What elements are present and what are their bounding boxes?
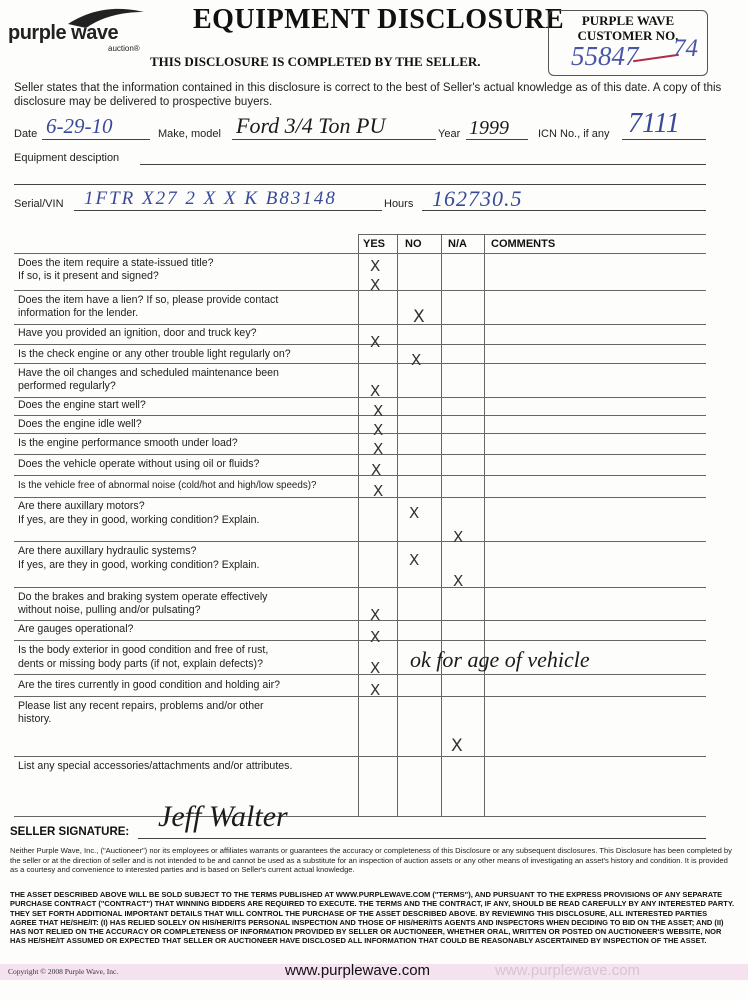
question-brakes-noise: without noise, pulling and/or pulsating? <box>18 604 201 616</box>
serial-vin-label: Serial/VIN <box>14 198 64 210</box>
question-accessories: List any special accessories/attachments and/or attributes. <box>18 760 293 772</box>
mark-yes-noise: X <box>373 482 384 500</box>
mark-no-lien: X <box>413 307 425 327</box>
question-lien: Does the item have a lien? If so, please provide contact <box>18 294 279 306</box>
date-label: Date <box>14 128 38 140</box>
liability-disclaimer: Neither Purple Wave, Inc., ("Auctioneer") nor its employees or affiliates warrants or guarantees the accuracy or completeness of this Disclosure or any subsequent disclosures. This Disclosure has been completed by the seller or at the direction of seller and is not intended to be and cannot be used as a substitute for an inspection of auction assets or any other means of investigating an asset's history and condition. It is provided as a courtesy and convenience to interested parties and is based on Seller's current actual knowledge. <box>10 846 732 874</box>
row-divider <box>14 674 706 675</box>
row-divider <box>14 433 706 434</box>
question-aux-hydraulics-condition: If yes, are they in good, working condition? Explain. <box>18 559 260 571</box>
customer-number-box <box>548 10 708 76</box>
mark-no-aux-hydraulics: X <box>409 551 420 569</box>
row-divider <box>14 415 706 416</box>
logo-subtext: auction® <box>108 44 140 53</box>
make-model-label: Make, model <box>158 128 221 140</box>
equipment-description-label: Equipment desciption <box>14 152 120 164</box>
body-exterior-comment: ok for age of vehicle <box>410 647 590 672</box>
mark-no-check-engine: X <box>411 351 422 369</box>
document-subtitle: THIS DISCLOSURE IS COMPLETED BY THE SELLER. <box>150 54 481 69</box>
mark-yes-maintenance: X <box>370 382 381 400</box>
question-gauges: Are gauges operational? <box>18 623 134 635</box>
row-divider <box>14 454 706 455</box>
table-top-border <box>358 234 706 235</box>
document-title: EQUIPMENT DISCLOSURE <box>193 4 565 35</box>
mark-yes-gauges: X <box>370 628 381 646</box>
mark-yes-engine-idle: X <box>373 421 384 439</box>
date-underline <box>42 139 150 140</box>
customer-number-crossed: 55847 <box>571 41 639 71</box>
question-tires: Are the tires currently in good condition and holding air? <box>18 679 281 691</box>
date-value: 6-29-10 <box>46 114 113 138</box>
question-aux-motors-condition: If yes, are they in good, working condition? Explain. <box>18 514 260 526</box>
row-divider <box>14 344 706 345</box>
na-column-border <box>441 234 442 816</box>
mark-yes-title: X <box>370 257 381 275</box>
make-model-value: Ford 3/4 Ton PU <box>236 113 386 138</box>
header-yes: YES <box>363 238 386 250</box>
hours-label: Hours <box>384 198 414 210</box>
year-value: 1999 <box>469 117 509 139</box>
question-title: Does the item require a state-issued title? <box>18 257 214 269</box>
question-oil-fluids: Does the vehicle operate without using oil or fluids? <box>18 458 260 470</box>
comments-column-border <box>484 234 485 816</box>
mark-yes-engine-start: X <box>373 402 384 420</box>
website-url: www.purplewave.com <box>285 962 431 979</box>
icn-label: ICN No., if any <box>538 128 610 140</box>
question-title-present: If so, is it present and signed? <box>18 270 159 282</box>
purple-wave-logo <box>8 6 148 54</box>
row-divider <box>14 640 706 641</box>
mark-yes-keys: X <box>370 333 381 351</box>
question-repairs: Please list any recent repairs, problems and/or other <box>18 700 264 712</box>
logo-text: purple wave <box>8 22 119 44</box>
question-aux-motors: Are there auxillary motors? <box>18 500 145 512</box>
question-engine-start: Does the engine start well? <box>18 399 146 411</box>
make-model-underline <box>232 139 436 140</box>
header-no: NO <box>405 238 422 250</box>
table-bottom-border <box>14 816 706 817</box>
mark-yes-performance: X <box>373 440 384 458</box>
seller-statement: Seller states that the information contained in this disclosure is correct to the best of Seller's actual knowledge as of this date. A copy of this disclosure may be delivered to prospective buyers. <box>14 82 722 108</box>
signature-underline <box>138 838 706 839</box>
description-underline-2 <box>14 184 706 185</box>
question-body-exterior: Is the body exterior in good condition and free of rust, <box>18 644 269 656</box>
row-divider <box>14 541 706 542</box>
icn-value: 7111 <box>628 108 680 139</box>
yes-column-border <box>358 234 359 816</box>
mark-na-aux-hydraulics-condition: X <box>453 572 464 590</box>
row-divider <box>14 696 706 697</box>
header-na: N/A <box>448 238 467 250</box>
question-check-engine: Is the check engine or any other trouble light regularly on? <box>18 348 291 360</box>
question-history: history. <box>18 713 52 725</box>
question-body-defects: dents or missing body parts (if not, explain defects)? <box>18 658 263 670</box>
question-lien-contact: information for the lender. <box>18 307 139 319</box>
row-divider <box>14 497 706 498</box>
seller-signature-label: SELLER SIGNATURE: <box>10 826 130 838</box>
mark-yes-title-signed: X <box>370 276 381 294</box>
no-column-border <box>397 234 398 816</box>
mark-na-repairs: X <box>451 736 463 756</box>
question-aux-hydraulics: Are there auxillary hydraulic systems? <box>18 545 197 557</box>
customer-label-line2: CUSTOMER NO. <box>577 28 679 43</box>
customer-label-line1: PURPLE WAVE <box>581 13 675 28</box>
row-divider <box>14 397 706 398</box>
row-divider <box>14 324 706 325</box>
terms-notice: THE ASSET DESCRIBED ABOVE WILL BE SOLD SUBJECT TO THE TERMS PUBLISHED AT WWW.PURPLEWAVE.COM ("TERMS"), AND PURSUANT TO THE EXPRESS PROVISIONS OF ANY SEPARATE PURCHASE CONTRACT ("CONTRACT") THAT WINNING BIDDERS ARE REQUIRED TO EXECUTE. THE TERMS AND THE CONTRACT, IF ANY, SHOULD BE READ CAREFULLY BY ANY INTERESTED PARTY. THEY SET FORTH ADDITIONAL IMPORTANT DETAILS THAT WILL CONTROL THE PURCHASE OF THE ASSET DESCRIBED ABOVE. BY REVIEWING THIS DISCLOSURE, ALL INTERESTED PARTIES AGREE THAT HE/SHE/IT: (I) HAS RELIED SOLELY ON HIS/HER/ITS PERSONAL INSPECTION AND THOSE OF HIS/HER/ITS AGENTS AND INSPECTORS WHEN DECIDING TO BID ON THE ASSET; AND (II) HAS NOT RELIED ON THE ACCURACY OR COMPLETENESS OF INFORMATION PROVIDED BY SELLER OR AUCTIONEER, WHETHER ORAL, WRITTEN OR POSTED ON AUCTIONEER'S WEBSITE, NOR HAS HE/SHE/IT ASSUMED OR EXPECTED THAT SELLER OR AUCTIONEER HAVE DISCLOSED ALL INFORMATION THAT COULD BE REASONABLY ASCERTAINED BY INSPECTION OF THE ASSET. <box>10 890 735 946</box>
row-divider <box>14 756 706 757</box>
mark-yes-brakes: X <box>370 606 381 624</box>
row-divider <box>14 363 706 364</box>
row-divider <box>14 290 706 291</box>
row-divider <box>14 253 706 254</box>
question-maintenance: performed regularly? <box>18 380 116 392</box>
question-abnormal-noise: Is the vehicle free of abnormal noise (cold/hot and high/low speeds)? <box>18 480 317 491</box>
mark-yes-tires: X <box>370 681 381 699</box>
mark-no-aux-motors: X <box>409 504 420 522</box>
copyright-text: Copyright © 2008 Purple Wave, Inc. <box>8 967 119 976</box>
year-label: Year <box>438 128 461 140</box>
question-oil-changes: Have the oil changes and scheduled maintenance been <box>18 367 279 379</box>
customer-number-correction: 74 <box>673 35 698 62</box>
question-brakes: Do the brakes and braking system operate effectively <box>18 591 268 603</box>
question-engine-performance: Is the engine performance smooth under load? <box>18 437 238 449</box>
header-comments: COMMENTS <box>491 238 556 250</box>
row-divider <box>14 475 706 476</box>
row-divider <box>14 587 706 588</box>
hours-value: 162730.5 <box>432 186 523 211</box>
seller-signature-value: Jeff Walter <box>158 800 288 833</box>
serial-vin-value: 1FTR X27 2 X X K B83148 <box>84 188 337 209</box>
question-engine-idle: Does the engine idle well? <box>18 418 142 430</box>
mark-yes-body: X <box>370 659 381 677</box>
mark-yes-oil-fluids: X <box>371 461 382 479</box>
mark-na-aux-motors-condition: X <box>453 528 464 546</box>
description-underline-1 <box>140 164 706 165</box>
row-divider <box>14 620 706 621</box>
serial-underline <box>74 210 382 211</box>
question-keys: Have you provided an ignition, door and truck key? <box>18 327 257 339</box>
website-url-watermark: www.purplewave.com <box>495 962 641 979</box>
